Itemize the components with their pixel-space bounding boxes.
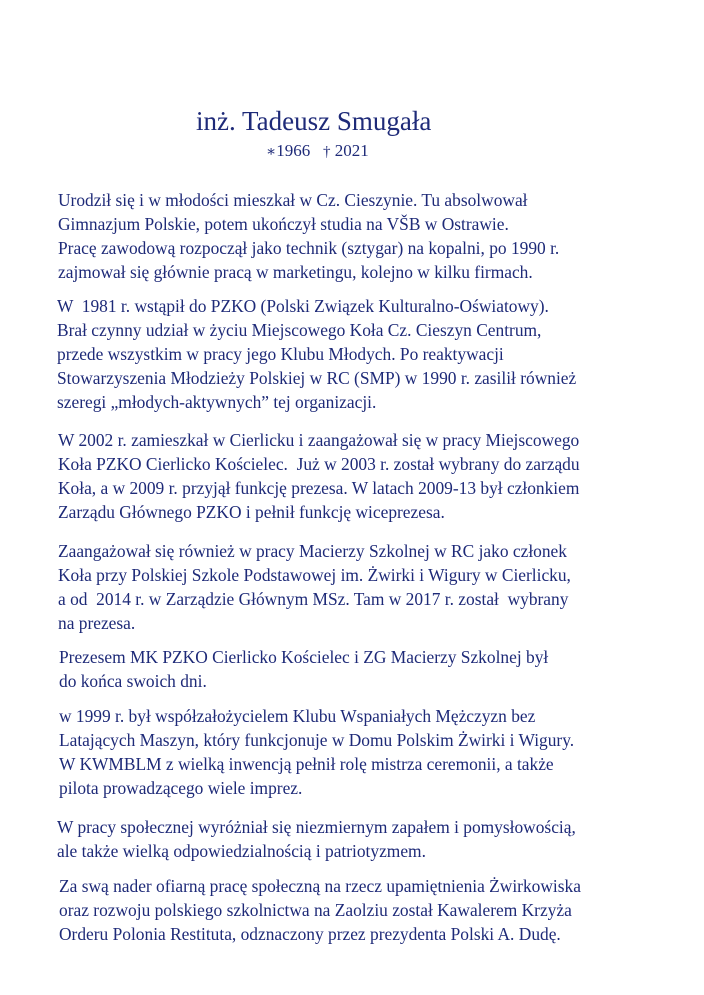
paragraph-president [59, 645, 548, 693]
text-line: do końca swoich dni. [59, 671, 207, 691]
text-line: Orderu Polonia Restituta, odznaczony przez prezydenta Polski A. Dudę. [59, 924, 561, 944]
text-line: na prezesa. [58, 613, 136, 633]
text-line: Koła, a w 2009 r. przyjął funkcję prezesa. W latach 2009-13 był członkiem [58, 478, 580, 498]
paragraph-kwmblm [59, 704, 574, 800]
text-line: W 1981 r. wstąpił do PZKO (Polski Związek Kulturalno-Oświatowy). [57, 296, 549, 316]
text-line: Latających Maszyn, który funkcjonuje w Domu Polskim Żwirki i Wigury. [59, 730, 575, 750]
text-line: przede wszystkim w pracy jego Klubu Młodych. Po reaktywacji [57, 344, 504, 364]
birth-symbol: ∗ [266, 144, 277, 160]
text-line: oraz rozwoju polskiego szkolnictwa na Zaolziu został Kawalerem Krzyża [59, 900, 572, 920]
text-line: Prezesem MK PZKO Cierlicko Kościelec i ZG Macierzy Szkolnej był [59, 647, 549, 667]
paragraph-character [57, 815, 576, 863]
death-year: 2021 [334, 141, 369, 160]
text-line: W KWMBLM z wielką inwencją pełnił rolę mistrza ceremonii, a także [59, 754, 554, 774]
text-line: a od 2014 r. w Zarządzie Głównym MSz. Tam w 2017 r. został wybrany [58, 589, 569, 609]
text-line: Brał czynny udział w życiu Miejscowego Koła Cz. Cieszyn Centrum, [57, 320, 542, 340]
text-line: W pracy społecznej wyróżniał się niezmiernym zapałem i pomysłowością, [57, 817, 576, 837]
birth-year: 1966 [276, 141, 311, 160]
text-line: Koła przy Polskiej Szkole Podstawowej im. Żwirki i Wigury w Cierlicku, [58, 565, 571, 585]
paragraph-macierz [58, 539, 571, 635]
text-line: Stowarzyszenia Młodzieży Polskiej w RC (SMP) w 1990 r. zasilił również [57, 368, 577, 388]
death-symbol: † [322, 144, 331, 160]
paragraph-pzko [57, 294, 576, 414]
text-line: szeregi „młodych-aktywnych” tej organizacji. [57, 392, 377, 412]
text-line: Za swą nader ofiarną pracę społeczną na rzecz upamiętnienia Żwirkowiska [59, 876, 581, 896]
text-line: Urodził się i w młodości mieszkał w Cz. Cieszynie. Tu absolwował [58, 190, 528, 210]
text-line: Zarządu Głównego PZKO i pełnił funkcję wiceprezesa. [58, 502, 445, 522]
text-line: Koła PZKO Cierlicko Kościelec. Już w 2003 r. został wybrany do zarządu [58, 454, 580, 474]
paragraph-cierlicko [58, 428, 580, 524]
life-dates [266, 141, 369, 161]
text-line: pilota prowadzącego wiele imprez. [59, 778, 303, 798]
text-line: W 2002 r. zamieszkał w Cierlicku i zaangażował się w pracy Miejscowego [58, 430, 580, 450]
text-line: w 1999 r. był współzałożycielem Klubu Wspaniałych Mężczyzn bez [59, 706, 536, 726]
text-line: Zaangażował się również w pracy Macierzy Szkolnej w RC jako członek [58, 541, 567, 561]
paragraph-award [59, 874, 581, 946]
text-line: Pracę zawodową rozpoczął jako technik (sztygar) na kopalni, po 1990 r. [58, 238, 560, 258]
text-line: zajmował się głównie pracą w marketingu, kolejno w kilku firmach. [58, 262, 533, 282]
text-line: Gimnazjum Polskie, potem ukończył studia na VŠB w Ostrawie. [58, 214, 509, 234]
text-line: ale także wielką odpowiedzialnością i patriotyzmem. [57, 841, 426, 861]
page-title: inż. Tadeusz Smugała [196, 106, 432, 136]
paragraph-early-life [58, 188, 559, 284]
